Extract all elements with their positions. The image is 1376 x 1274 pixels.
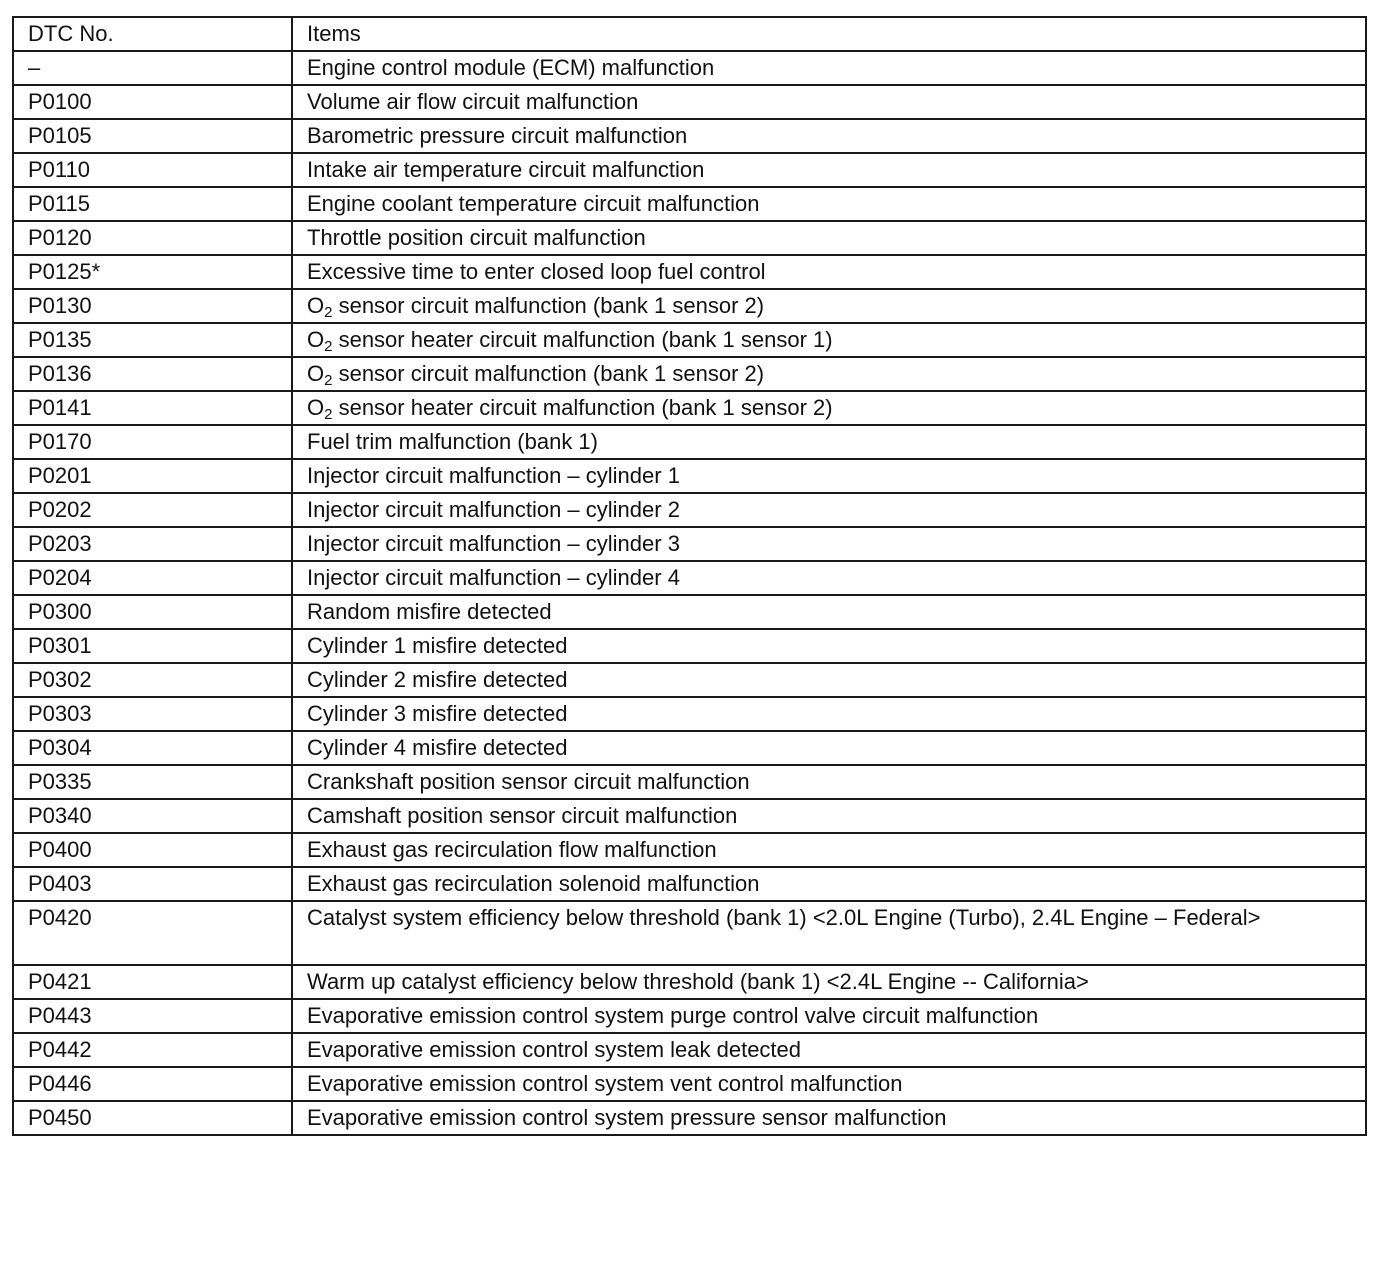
item-prefix: O bbox=[307, 395, 325, 420]
item-prefix: O bbox=[307, 327, 325, 352]
item-prefix: O bbox=[307, 361, 325, 386]
dtc-code-cell: – bbox=[13, 51, 292, 85]
dtc-item-cell: Random misfire detected bbox=[292, 595, 1366, 629]
dtc-table-body bbox=[13, 17, 1366, 1135]
table-row bbox=[13, 901, 1366, 965]
dtc-item-cell: Evaporative emission control system leak detected bbox=[292, 1033, 1366, 1067]
dtc-item-cell: Cylinder 4 misfire detected bbox=[292, 731, 1366, 765]
dtc-item-cell: Excessive time to enter closed loop fuel control bbox=[292, 255, 1366, 289]
table-row bbox=[13, 965, 1366, 999]
table-row bbox=[13, 323, 1366, 357]
table-header-row bbox=[13, 17, 1366, 51]
table-row bbox=[13, 731, 1366, 765]
dtc-item-cell: Injector circuit malfunction – cylinder 3 bbox=[292, 527, 1366, 561]
dtc-code-cell: P0125* bbox=[13, 255, 292, 289]
item-text: sensor circuit malfunction (bank 1 sensor 2) bbox=[332, 361, 765, 386]
dtc-code-cell: P0421 bbox=[13, 965, 292, 999]
dtc-item-cell: Intake air temperature circuit malfunction bbox=[292, 153, 1366, 187]
dtc-item-cell bbox=[292, 323, 1366, 357]
dtc-code-cell: P0135 bbox=[13, 323, 292, 357]
table-row bbox=[13, 1033, 1366, 1067]
dtc-code-cell: P0304 bbox=[13, 731, 292, 765]
table-row bbox=[13, 697, 1366, 731]
dtc-code-cell: P0130 bbox=[13, 289, 292, 323]
dtc-code-cell: P0204 bbox=[13, 561, 292, 595]
dtc-item-cell: Barometric pressure circuit malfunction bbox=[292, 119, 1366, 153]
dtc-item-cell: Injector circuit malfunction – cylinder 4 bbox=[292, 561, 1366, 595]
dtc-item-cell: Volume air flow circuit malfunction bbox=[292, 85, 1366, 119]
item-text: sensor heater circuit malfunction (bank 1 sensor 1) bbox=[332, 327, 833, 352]
item-subscript: 2 bbox=[324, 338, 333, 355]
dtc-code-cell: P0450 bbox=[13, 1101, 292, 1135]
dtc-item-cell: Cylinder 2 misfire detected bbox=[292, 663, 1366, 697]
dtc-code-cell: P0203 bbox=[13, 527, 292, 561]
dtc-code-cell: P0303 bbox=[13, 697, 292, 731]
dtc-code-cell: P0442 bbox=[13, 1033, 292, 1067]
item-text: sensor heater circuit malfunction (bank 1 sensor 2) bbox=[332, 395, 833, 420]
dtc-code-cell: P0400 bbox=[13, 833, 292, 867]
dtc-code-cell: P0443 bbox=[13, 999, 292, 1033]
table-row bbox=[13, 153, 1366, 187]
dtc-item-cell: Warm up catalyst efficiency below threshold (bank 1) <2.4L Engine -- California> bbox=[292, 965, 1366, 999]
dtc-code-cell: P0201 bbox=[13, 459, 292, 493]
header-items: Items bbox=[292, 17, 1366, 51]
dtc-item-cell bbox=[292, 391, 1366, 425]
table-row bbox=[13, 255, 1366, 289]
table-row bbox=[13, 595, 1366, 629]
item-subscript: 2 bbox=[324, 372, 333, 389]
item-text: sensor circuit malfunction (bank 1 sensor 2) bbox=[332, 293, 765, 318]
table-row bbox=[13, 561, 1366, 595]
table-row bbox=[13, 391, 1366, 425]
dtc-item-cell: Engine control module (ECM) malfunction bbox=[292, 51, 1366, 85]
dtc-code-cell: P0110 bbox=[13, 153, 292, 187]
dtc-item-cell: Catalyst system efficiency below threshold (bank 1) <2.0L Engine (Turbo), 2.4L Engine – Federal> bbox=[292, 901, 1366, 965]
dtc-item-cell: Fuel trim malfunction (bank 1) bbox=[292, 425, 1366, 459]
table-row bbox=[13, 85, 1366, 119]
table-row bbox=[13, 221, 1366, 255]
item-subscript: 2 bbox=[324, 406, 333, 423]
table-row bbox=[13, 663, 1366, 697]
dtc-item-cell: Exhaust gas recirculation flow malfunction bbox=[292, 833, 1366, 867]
table-row bbox=[13, 527, 1366, 561]
dtc-code-cell: P0120 bbox=[13, 221, 292, 255]
table-row bbox=[13, 425, 1366, 459]
dtc-code-cell: P0340 bbox=[13, 799, 292, 833]
dtc-code-cell: P0105 bbox=[13, 119, 292, 153]
table-row bbox=[13, 187, 1366, 221]
dtc-code-cell: P0141 bbox=[13, 391, 292, 425]
table-row bbox=[13, 493, 1366, 527]
dtc-item-cell: Engine coolant temperature circuit malfunction bbox=[292, 187, 1366, 221]
dtc-code-cell: P0115 bbox=[13, 187, 292, 221]
dtc-table bbox=[12, 16, 1367, 1136]
dtc-item-cell: Injector circuit malfunction – cylinder 1 bbox=[292, 459, 1366, 493]
dtc-item-cell: Throttle position circuit malfunction bbox=[292, 221, 1366, 255]
dtc-item-cell: Cylinder 1 misfire detected bbox=[292, 629, 1366, 663]
dtc-item-cell: Evaporative emission control system vent control malfunction bbox=[292, 1067, 1366, 1101]
dtc-code-cell: P0302 bbox=[13, 663, 292, 697]
item-prefix: O bbox=[307, 293, 325, 318]
dtc-item-cell: Evaporative emission control system pressure sensor malfunction bbox=[292, 1101, 1366, 1135]
table-row bbox=[13, 119, 1366, 153]
table-row bbox=[13, 289, 1366, 323]
table-row bbox=[13, 867, 1366, 901]
table-row bbox=[13, 1067, 1366, 1101]
dtc-code-cell: P0420 bbox=[13, 901, 292, 965]
dtc-item-cell: Camshaft position sensor circuit malfunction bbox=[292, 799, 1366, 833]
table-row bbox=[13, 799, 1366, 833]
dtc-code-cell: P0202 bbox=[13, 493, 292, 527]
item-subscript: 2 bbox=[324, 304, 333, 321]
dtc-code-cell: P0446 bbox=[13, 1067, 292, 1101]
table-row bbox=[13, 833, 1366, 867]
header-dtc-no: DTC No. bbox=[13, 17, 292, 51]
dtc-code-cell: P0100 bbox=[13, 85, 292, 119]
table-row bbox=[13, 51, 1366, 85]
dtc-item-cell: Exhaust gas recirculation solenoid malfunction bbox=[292, 867, 1366, 901]
dtc-item-cell: Injector circuit malfunction – cylinder 2 bbox=[292, 493, 1366, 527]
dtc-item-cell bbox=[292, 357, 1366, 391]
table-row bbox=[13, 765, 1366, 799]
table-row bbox=[13, 999, 1366, 1033]
table-row bbox=[13, 629, 1366, 663]
dtc-item-cell: Cylinder 3 misfire detected bbox=[292, 697, 1366, 731]
dtc-code-cell: P0300 bbox=[13, 595, 292, 629]
dtc-item-cell: Crankshaft position sensor circuit malfunction bbox=[292, 765, 1366, 799]
dtc-code-cell: P0403 bbox=[13, 867, 292, 901]
table-row bbox=[13, 1101, 1366, 1135]
dtc-code-cell: P0335 bbox=[13, 765, 292, 799]
table-row bbox=[13, 357, 1366, 391]
table-row bbox=[13, 459, 1366, 493]
dtc-code-cell: P0170 bbox=[13, 425, 292, 459]
dtc-code-cell: P0136 bbox=[13, 357, 292, 391]
dtc-code-cell: P0301 bbox=[13, 629, 292, 663]
dtc-item-cell: Evaporative emission control system purge control valve circuit malfunction bbox=[292, 999, 1366, 1033]
dtc-item-cell bbox=[292, 289, 1366, 323]
